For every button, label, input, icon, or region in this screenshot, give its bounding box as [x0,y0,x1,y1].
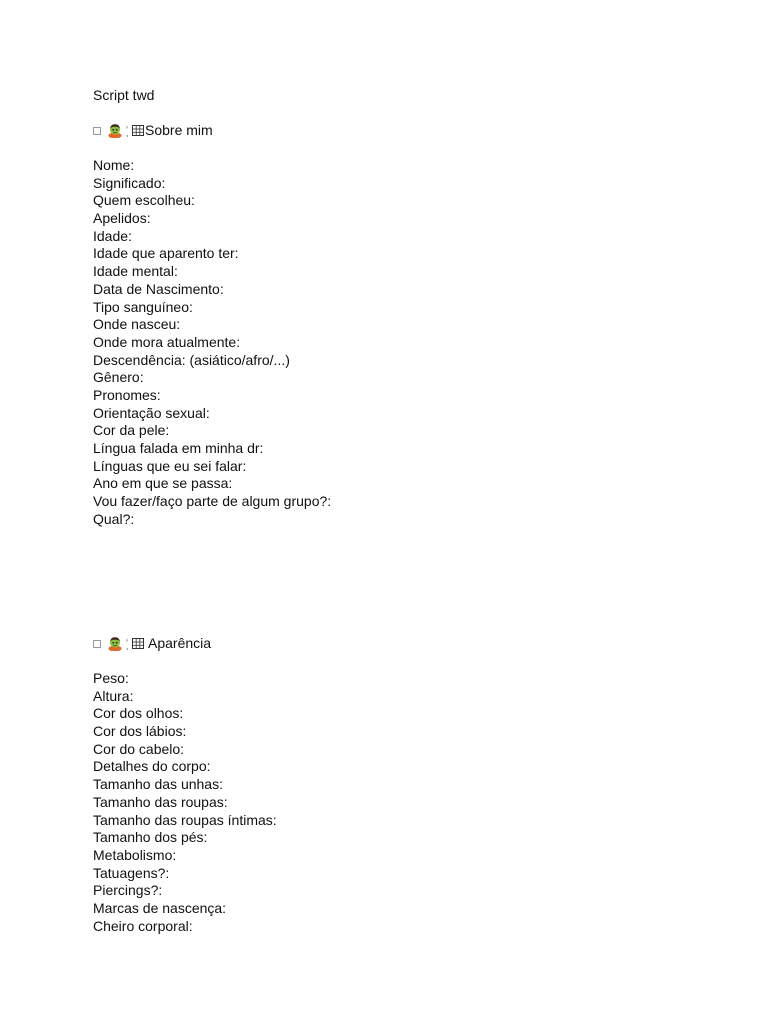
list-item: Apelidos: [93,210,151,227]
field-list-aparencia [93,670,277,935]
zombie-emoji-icon [107,636,123,651]
list-item: Língua falada em minha dr: [93,440,264,456]
list-item: Significado: [93,174,166,191]
list-item: Cheiro corporal: [93,917,193,934]
section-heading-label: Sobre mim [145,122,213,138]
document-title: Script twd [93,87,155,103]
list-item: Vou fazer/faço parte de algum grupo?: [93,493,332,510]
list-item: Piercings?: [93,882,163,899]
section-heading-aparencia [93,635,211,653]
list-item: Detalhes do corpo: [93,758,211,775]
list-item: Gênero: [93,369,144,386]
list-item: Línguas que eu sei falar: [93,457,247,474]
list-item: Peso: [93,670,129,686]
list-item: Cor dos olhos: [93,705,184,722]
section-heading-sobre-mim [93,122,213,140]
list-item: Cor dos lábios: [93,723,187,740]
sparkle-icon [124,636,130,651]
list-item: Metabolismo: [93,846,177,863]
list-item: Quem escolheu: [93,192,195,209]
checkbox-icon [93,640,101,648]
list-item: Pronomes: [93,386,161,403]
zombie-emoji-icon [107,123,123,138]
list-item: Marcas de nascença: [93,899,227,916]
list-item: Cor da pele: [93,422,170,439]
list-item: Descendência: (asiático/afro/...) [93,351,290,368]
grid-icon [132,638,144,649]
grid-icon [132,125,144,136]
checkbox-icon [93,127,101,135]
section-heading-label: Aparência [148,635,212,651]
list-item: Tamanho dos pés: [93,829,208,846]
list-item: Tamanho das unhas: [93,776,223,793]
list-item: Tipo sanguíneo: [93,298,193,315]
list-item: Cor do cabelo: [93,740,185,757]
list-item: Orientação sexual: [93,404,210,421]
list-item: Tamanho das roupas: [93,793,228,810]
list-item: Altura: [93,687,134,704]
list-item: Data de Nascimento: [93,280,224,297]
list-item: Qual?: [93,510,135,527]
list-item: Onde mora atualmente: [93,333,241,350]
list-item: Idade que aparento ter: [93,245,239,262]
list-item: Idade mental: [93,263,178,280]
field-list-sobre-mim [93,157,331,528]
list-item: Ano em que se passa: [93,475,233,492]
list-item: Tamanho das roupas íntimas: [93,811,277,828]
list-item: Nome: [93,157,135,173]
sparkle-icon [124,123,130,138]
list-item: Onde nasceu: [93,316,181,333]
list-item: Idade: [93,227,132,244]
list-item: Tatuagens?: [93,864,170,881]
